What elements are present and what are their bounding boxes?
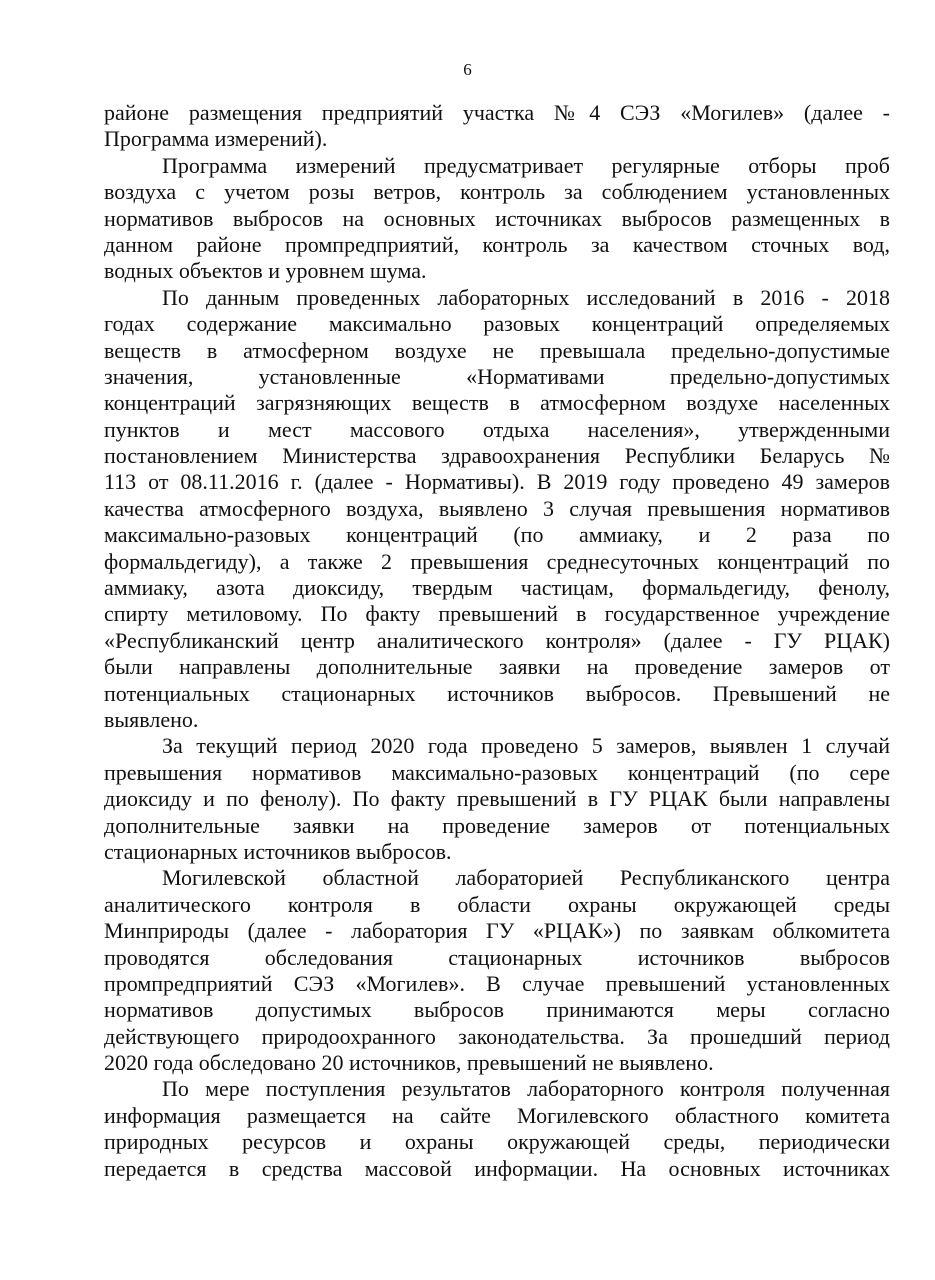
page-number: 6 xyxy=(463,60,472,79)
text-line: 2020 года обследовано 20 источников, превышений не выявлено. xyxy=(104,1050,714,1076)
text-line: превышения нормативов максимально-разовых концентраций (по сере xyxy=(104,759,890,785)
text-line: выявлено. xyxy=(104,706,199,732)
text-line: действующего природоохранного законодательства. За прошедший период xyxy=(104,1023,890,1049)
text-line: веществ в атмосферном воздухе не превышала предельно-допустимые xyxy=(104,337,890,363)
text-line: нормативов допустимых выбросов принимаются меры согласно xyxy=(104,997,890,1023)
text-line: спирту метиловому. По факту превышений в государственное учреждение xyxy=(104,601,890,627)
text-line: промпредприятий СЭЗ «Могилев». В случае превышений установленных xyxy=(104,970,890,996)
text-line: передается в средства массовой информации. На основных источниках xyxy=(104,1155,890,1181)
text-line: информация размещается на сайте Могилевского областного комитета xyxy=(104,1102,890,1128)
text-line: годах содержание максимально разовых концентраций определяемых xyxy=(104,311,890,337)
text-line: районе размещения предприятий участка №4 СЭЗ «Могилев» (далее - xyxy=(104,100,890,125)
text-line: водных объектов и уровнем шума. xyxy=(104,258,427,284)
text-line: Программа измерений). xyxy=(104,126,328,152)
text-line: потенциальных стационарных источников выбросов. Превышений не xyxy=(104,680,890,706)
text-line: постановлением Министерства здравоохранения Республики Беларусь № xyxy=(104,443,890,469)
document-body xyxy=(104,100,890,1182)
text-line: проводятся обследования стационарных источников выбросов xyxy=(104,944,890,970)
text-line: качества атмосферного воздуха, выявлено 3 случая превышения нормативов xyxy=(104,495,890,521)
text-line: 113 от 08.11.2016 г. (далее - Нормативы). В 2019 году проведено 49 замеров xyxy=(104,469,890,495)
text-line: «Республиканский центр аналитического контроля» (далее - ГУ РЦАК) xyxy=(104,627,890,653)
text-line: пунктов и мест массового отдыха населения», утвержденными xyxy=(104,416,890,442)
text-line: За текущий период 2020 года проведено 5 замеров, выявлен 1 случай xyxy=(162,733,890,759)
text-line: значения, установленные «Нормативами предельно-допустимых xyxy=(104,363,890,389)
text-line: максимально-разовых концентраций (по аммиаку, и 2 раза по xyxy=(104,522,890,548)
text-line: Могилевской областной лабораторией Республиканского центра xyxy=(162,865,890,891)
text-line: Минприроды (далее - лаборатория ГУ «РЦАК») по заявкам облкомитета xyxy=(104,918,890,944)
text-line: Программа измерений предусматривает регулярные отборы проб xyxy=(162,152,890,178)
text-line: данном районе промпредприятий, контроль за качеством сточных вод, xyxy=(104,231,890,257)
text-line: формальдегиду), а также 2 превышения среднесуточных концентраций по xyxy=(104,548,890,574)
text-line: дополнительные заявки на проведение замеров от потенциальных xyxy=(104,812,890,838)
text-line: природных ресурсов и охраны окружающей среды, периодически xyxy=(104,1129,890,1155)
text-line: По данным проведенных лабораторных исследований в 2016 - 2018 xyxy=(162,284,890,310)
text-line: По мере поступления результатов лабораторного контроля полученная xyxy=(162,1076,890,1102)
text-line: воздуха с учетом розы ветров, контроль за соблюдением установленных xyxy=(104,179,890,205)
text-line: были направлены дополнительные заявки на проведение замеров от xyxy=(104,654,890,680)
text-line: стационарных источников выбросов. xyxy=(104,838,452,864)
text-line: нормативов выбросов на основных источниках выбросов размещенных в xyxy=(104,205,890,231)
text-line: диоксиду и по фенолу). По факту превышений в ГУ РЦАК были направлены xyxy=(104,786,890,812)
text-line: аммиаку, азота диоксиду, твердым частицам, формальдегиду, фенолу, xyxy=(104,575,890,601)
text-line: аналитического контроля в области охраны окружающей среды xyxy=(104,891,890,917)
text-line: концентраций загрязняющих веществ в атмосферном воздухе населенных xyxy=(104,390,890,416)
